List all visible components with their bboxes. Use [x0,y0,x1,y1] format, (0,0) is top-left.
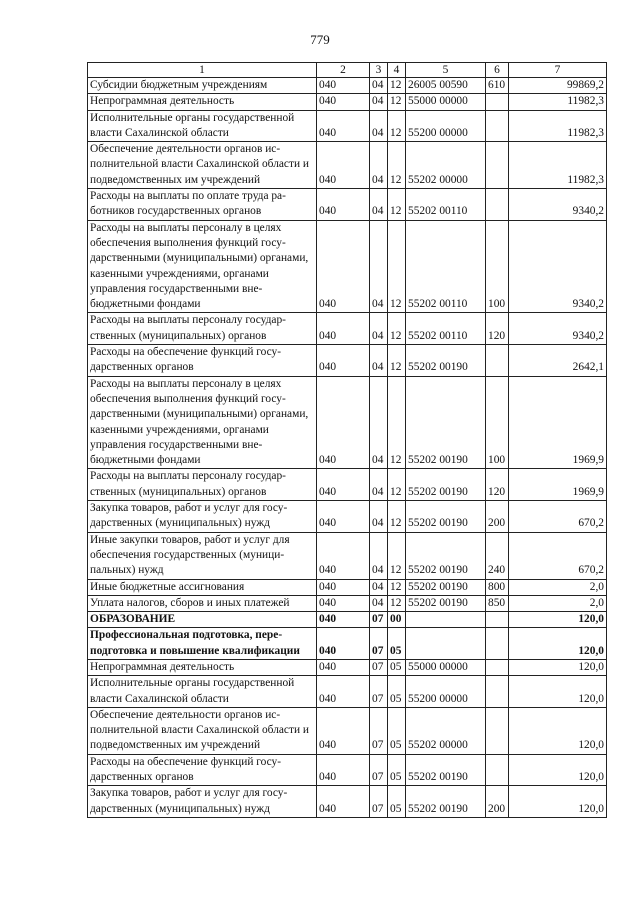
table-cell-c6: 850 [486,595,509,611]
column-header: 7 [509,63,607,78]
table-cell-c3: 04 [370,94,388,110]
table-cell-c6: 120 [486,469,509,501]
table-cell-c6 [486,612,509,628]
table-row [88,376,607,469]
table-cell-c3: 04 [370,189,388,221]
table-cell-c4: 12 [388,142,406,189]
table-row [88,469,607,501]
table-row [88,532,607,579]
table-cell-c2: 040 [317,579,370,595]
table-cell-c2: 040 [317,595,370,611]
table-cell-c6 [486,142,509,189]
table-row [88,94,607,110]
table-cell-c7: 11982,3 [509,110,607,142]
table-cell-c3: 04 [370,313,388,345]
table-cell-c7: 1969,9 [509,376,607,469]
table-cell-c6 [486,659,509,675]
table-cell-c6 [486,676,509,708]
table-cell-c3: 04 [370,142,388,189]
column-header: 5 [406,63,486,78]
table-cell-c7: 2642,1 [509,345,607,377]
table-cell-c5: 55202 00190 [406,579,486,595]
table-cell-c5: 55202 00190 [406,532,486,579]
table-cell-c5: 55202 00190 [406,501,486,533]
table-cell-c6: 610 [486,78,509,94]
table-cell-c4: 05 [388,754,406,786]
table-cell-c4: 05 [388,707,406,754]
table-cell-c4: 12 [388,345,406,377]
table-cell-c2: 040 [317,707,370,754]
row-label-cell: Непрограммная деятельность [88,659,317,675]
table-cell-c5: 55202 00190 [406,595,486,611]
table-cell-c3: 04 [370,220,388,313]
table-cell-c5: 55202 00190 [406,754,486,786]
table-cell-c2: 040 [317,659,370,675]
column-header: 3 [370,63,388,78]
table-row [88,110,607,142]
table-cell-c7: 2,0 [509,579,607,595]
table-cell-c7: 670,2 [509,501,607,533]
row-label-cell: Расходы на обеспечение функций государственных органов [88,345,317,377]
table-cell-c6 [486,754,509,786]
table-cell-c7: 11982,3 [509,142,607,189]
table-row [88,313,607,345]
table-cell-c3: 07 [370,754,388,786]
table-cell-c2: 040 [317,220,370,313]
row-label-cell: Субсидии бюджетным учреждениям [88,78,317,94]
table-row [88,142,607,189]
table-cell-c6 [486,110,509,142]
table-cell-c6 [486,628,509,660]
row-label-cell: Уплата налогов, сборов и иных платежей [88,595,317,611]
table-cell-c3: 04 [370,579,388,595]
table-cell-c3: 07 [370,707,388,754]
table-row [88,707,607,754]
table-cell-c2: 040 [317,532,370,579]
row-label-cell: Расходы на выплаты персоналу в целях обеспечения выполнения функций государственными (муниципальными) органами, казенными учреждениями, органами управления государственными внебюджетными фондами [88,376,317,469]
table-cell-c4: 00 [388,612,406,628]
table-row [88,659,607,675]
table-cell-c6: 100 [486,376,509,469]
table-cell-c6 [486,94,509,110]
row-label-cell: ОБРАЗОВАНИЕ [88,612,317,628]
column-header: 4 [388,63,406,78]
table-row [88,786,607,818]
table-cell-c6 [486,189,509,221]
table-cell-c7: 1969,9 [509,469,607,501]
table-row [88,189,607,221]
table-cell-c4: 12 [388,110,406,142]
table-row [88,676,607,708]
table-cell-c7: 120,0 [509,754,607,786]
column-header: 6 [486,63,509,78]
table-cell-c5: 55200 00000 [406,110,486,142]
table-cell-c3: 04 [370,345,388,377]
table-cell-c4: 05 [388,659,406,675]
table-cell-c2: 040 [317,501,370,533]
table-cell-c5 [406,628,486,660]
table-cell-c4: 12 [388,595,406,611]
table-cell-c7: 120,0 [509,707,607,754]
table-cell-c3: 07 [370,612,388,628]
row-label-cell: Расходы на обеспечение функций государственных органов [88,754,317,786]
table-cell-c3: 07 [370,786,388,818]
table-cell-c3: 04 [370,532,388,579]
table-cell-c5: 55000 00000 [406,659,486,675]
table-cell-c5: 26005 00590 [406,78,486,94]
table-row [88,501,607,533]
table-cell-c7: 120,0 [509,628,607,660]
table-row [88,612,607,628]
table-cell-c5: 55202 00000 [406,142,486,189]
row-label-cell: Расходы на выплаты по оплате труда работников государственных органов [88,189,317,221]
table-cell-c4: 12 [388,579,406,595]
table-cell-c7: 120,0 [509,612,607,628]
row-label-cell: Закупка товаров, работ и услуг для государственных (муниципальных) нужд [88,786,317,818]
table-cell-c3: 07 [370,628,388,660]
table-row [88,345,607,377]
table-cell-c4: 12 [388,469,406,501]
table-cell-c6: 120 [486,313,509,345]
table-cell-c6: 200 [486,786,509,818]
table-row [88,754,607,786]
table-cell-c6 [486,707,509,754]
row-label-cell: Обеспечение деятельности органов исполнительной власти Сахалинской области и подведомственных им учреждений [88,142,317,189]
table-cell-c4: 05 [388,786,406,818]
table-cell-c7: 9340,2 [509,313,607,345]
table-row [88,579,607,595]
table-cell-c3: 04 [370,376,388,469]
table-cell-c5: 55202 00190 [406,469,486,501]
table-row [88,595,607,611]
row-label-cell: Непрограммная деятельность [88,94,317,110]
table-cell-c2: 040 [317,754,370,786]
table-cell-c3: 04 [370,501,388,533]
table-cell-c2: 040 [317,78,370,94]
table-cell-c7: 11982,3 [509,94,607,110]
table-cell-c2: 040 [317,142,370,189]
table-cell-c4: 12 [388,94,406,110]
table-cell-c4: 12 [388,501,406,533]
table-cell-c7: 120,0 [509,786,607,818]
row-label-cell: Исполнительные органы государственной власти Сахалинской области [88,110,317,142]
table-cell-c7: 120,0 [509,676,607,708]
table-cell-c6: 800 [486,579,509,595]
column-header: 1 [88,63,317,78]
table-cell-c5: 55202 00190 [406,376,486,469]
table-cell-c5 [406,612,486,628]
table-cell-c7: 120,0 [509,659,607,675]
table-cell-c6: 240 [486,532,509,579]
table-header-row [88,63,607,78]
row-label-cell: Профессиональная подготовка, переподготовка и повышение квалификации [88,628,317,660]
table-cell-c2: 040 [317,94,370,110]
table-cell-c3: 07 [370,659,388,675]
budget-table [87,62,607,818]
table-cell-c2: 040 [317,376,370,469]
table-cell-c4: 12 [388,78,406,94]
table-cell-c2: 040 [317,628,370,660]
row-label-cell: Иные бюджетные ассигнования [88,579,317,595]
table-cell-c2: 040 [317,313,370,345]
table-cell-c5: 55202 00110 [406,189,486,221]
table-cell-c2: 040 [317,676,370,708]
row-label-cell: Обеспечение деятельности органов исполнительной власти Сахалинской области и подведомственных им учреждений [88,707,317,754]
row-label-cell: Исполнительные органы государственной власти Сахалинской области [88,676,317,708]
table-cell-c7: 670,2 [509,532,607,579]
table-cell-c3: 04 [370,78,388,94]
table-cell-c5: 55000 00000 [406,94,486,110]
table-cell-c2: 040 [317,469,370,501]
row-label-cell: Расходы на выплаты персоналу в целях обеспечения выполнения функций государственными (муниципальными) органами, казенными учреждениями, органами управления государственными внебюджетными фондами [88,220,317,313]
table-cell-c7: 9340,2 [509,220,607,313]
table-row [88,220,607,313]
table-cell-c3: 07 [370,676,388,708]
table-cell-c4: 12 [388,189,406,221]
table-cell-c5: 55202 00110 [406,313,486,345]
column-header: 2 [317,63,370,78]
table-cell-c4: 12 [388,532,406,579]
table-cell-c7: 9340,2 [509,189,607,221]
table-cell-c5: 55202 00190 [406,345,486,377]
row-label-cell: Расходы на выплаты персоналу государственных (муниципальных) органов [88,469,317,501]
table-cell-c3: 04 [370,469,388,501]
table-cell-c2: 040 [317,612,370,628]
table-cell-c3: 04 [370,595,388,611]
table-cell-c5: 55202 00110 [406,220,486,313]
table-cell-c5: 55200 00000 [406,676,486,708]
row-label-cell: Закупка товаров, работ и услуг для государственных (муниципальных) нужд [88,501,317,533]
table-cell-c6: 200 [486,501,509,533]
table-cell-c4: 12 [388,220,406,313]
table-cell-c2: 040 [317,189,370,221]
table-cell-c2: 040 [317,786,370,818]
table-cell-c4: 12 [388,313,406,345]
table-row [88,78,607,94]
table-cell-c6 [486,345,509,377]
table-cell-c5: 55202 00000 [406,707,486,754]
table-cell-c7: 99869,2 [509,78,607,94]
table-cell-c4: 05 [388,628,406,660]
table-cell-c2: 040 [317,110,370,142]
row-label-cell: Расходы на выплаты персоналу государственных (муниципальных) органов [88,313,317,345]
table-cell-c4: 05 [388,676,406,708]
table-cell-c6: 100 [486,220,509,313]
table-cell-c5: 55202 00190 [406,786,486,818]
table-cell-c7: 2,0 [509,595,607,611]
row-label-cell: Иные закупки товаров, работ и услуг для обеспечения государственных (муниципальных) нужд [88,532,317,579]
table-row [88,628,607,660]
table-cell-c4: 12 [388,376,406,469]
table-cell-c2: 040 [317,345,370,377]
page-number: 779 [310,32,330,47]
table-cell-c3: 04 [370,110,388,142]
